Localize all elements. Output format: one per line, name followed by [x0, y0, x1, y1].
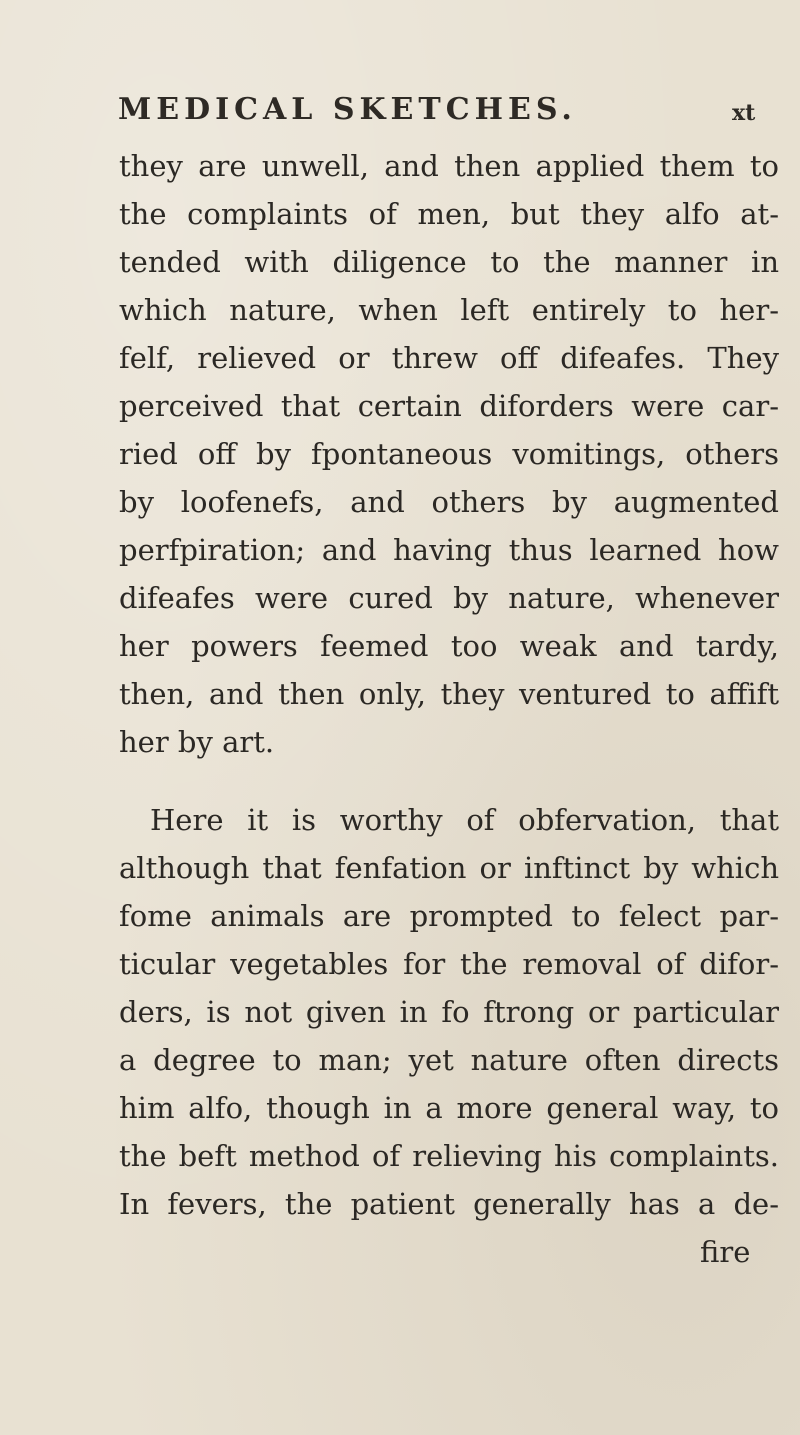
- text-line: difeafes were cured by nature, whenever: [119, 581, 779, 615]
- text-line: a degree to man; yet nature often directs: [119, 1043, 779, 1077]
- running-head: [118, 92, 778, 132]
- text-line: fome animals are prompted to felect par-: [119, 899, 779, 933]
- text-line: perceived that certain diforders were car-: [119, 389, 779, 423]
- text-line: perfpiration; and having thus learned how: [119, 533, 779, 567]
- text-line: ticular vegetables for the removal of difor-: [119, 947, 779, 981]
- text-line: although that fenfation or inftinct by which: [119, 851, 779, 885]
- text-line: they are unwell, and then applied them to: [119, 149, 779, 183]
- text-line: the complaints of men, but they alfo at-: [119, 197, 779, 231]
- text-line: her by art.: [119, 725, 275, 759]
- text-line: tended with diligence to the manner in: [119, 245, 779, 279]
- text-line: then, and then only, they ventured to affift: [119, 677, 779, 711]
- text-line: which nature, when left entirely to her-: [119, 293, 779, 327]
- text-line: the beft method of relieving his complaints.: [119, 1139, 779, 1173]
- text-line: felf, relieved or threw off difeafes. They: [119, 341, 779, 375]
- text-line: by loofenefs, and others by augmented: [119, 485, 779, 519]
- text-line: ders, is not given in fo ftrong or particular: [119, 995, 779, 1029]
- running-title: MEDICAL SKETCHES.: [118, 92, 577, 127]
- text-line: her powers feemed too weak and tardy,: [119, 629, 779, 663]
- text-line: ried off by fpontaneous vomitings, others: [119, 437, 779, 471]
- text-line: In fevers, the patient generally has a de-: [119, 1187, 779, 1221]
- page-number: xt: [732, 100, 756, 126]
- catchword: fire: [700, 1235, 751, 1269]
- text-line: him alfo, though in a more general way, to: [119, 1091, 779, 1125]
- paragraph-start-line: Here it is worthy of obfervation, that: [150, 803, 779, 837]
